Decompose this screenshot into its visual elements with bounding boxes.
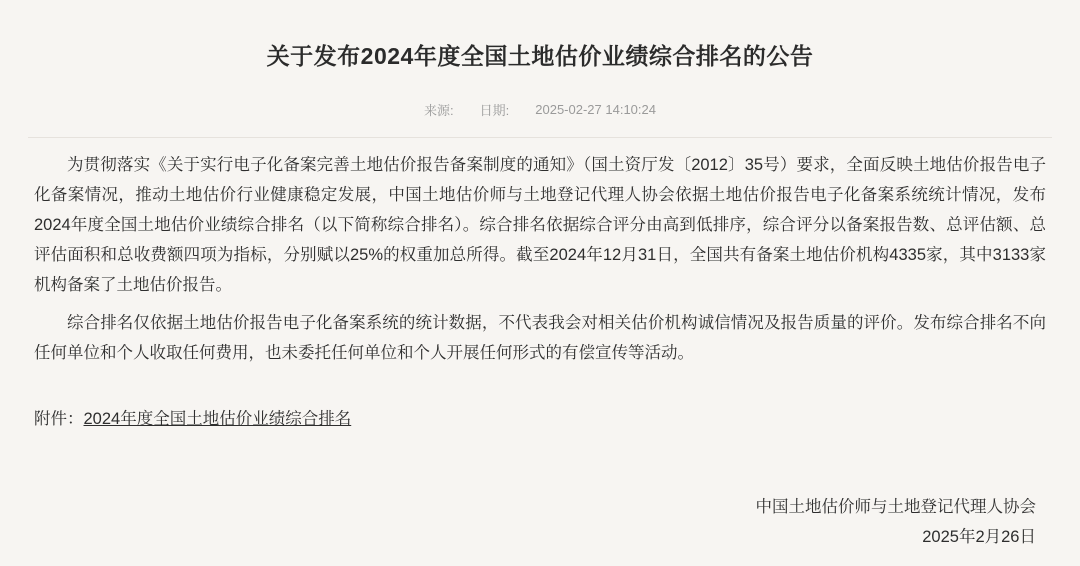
signature-organization: 中国土地估价师与土地登记代理人协会 bbox=[755, 498, 1036, 517]
attachment-label: 附件： bbox=[34, 409, 84, 428]
document-meta bbox=[0, 100, 1080, 119]
document-body bbox=[0, 138, 1080, 368]
attachment-link[interactable]: 2024年度全国土地估价业绩综合排名 bbox=[83, 409, 352, 428]
signature-block bbox=[756, 492, 1037, 552]
date-value: 2025-02-27 14:10:24 bbox=[535, 101, 656, 117]
attachment-row bbox=[0, 404, 1080, 434]
signature-date: 2025年2月26日 bbox=[922, 528, 1036, 547]
document-page bbox=[0, 15, 1080, 566]
paragraph-2: 综合排名仅依据土地估价报告电子化备案系统的统计数据，不代表我会对相关估价机构诚信情况及报告质量的评价。发布综合排名不向任何单位和个人收取任何费用，也未委托任何单位和个人开展任何形式的有偿宣传等活动。 bbox=[34, 313, 1046, 362]
page-title: 关于发布2024年度全国土地估价业绩综合排名的公告 bbox=[266, 43, 814, 70]
date-label: 日期: bbox=[479, 102, 510, 118]
source-label: 来源: bbox=[424, 102, 454, 118]
paragraph-1: 为贯彻落实《关于实行电子化备案完善土地估价报告备案制度的通知》（国土资厅发〔2012〕35号）要求，全面反映土地估价报告电子化备案情况，推动土地估价行业健康稳定发展，中国土地估价师与土地登记代理人协会依据土地估价报告电子化备案系统统计情况，发布2024年度全国土地估价业绩综合排名（以下简称综合排名）。综合排名依据综合评分由高到低排序，综合评分以备案报告数、总评估额、总评估面积和总收费额四项为指标，分别赋以25%的权重加总所得。截至2024年12月31日，全国共有备案土地估价机构4335家，其中3133家机构备案了土地估价报告。 bbox=[34, 155, 1046, 294]
